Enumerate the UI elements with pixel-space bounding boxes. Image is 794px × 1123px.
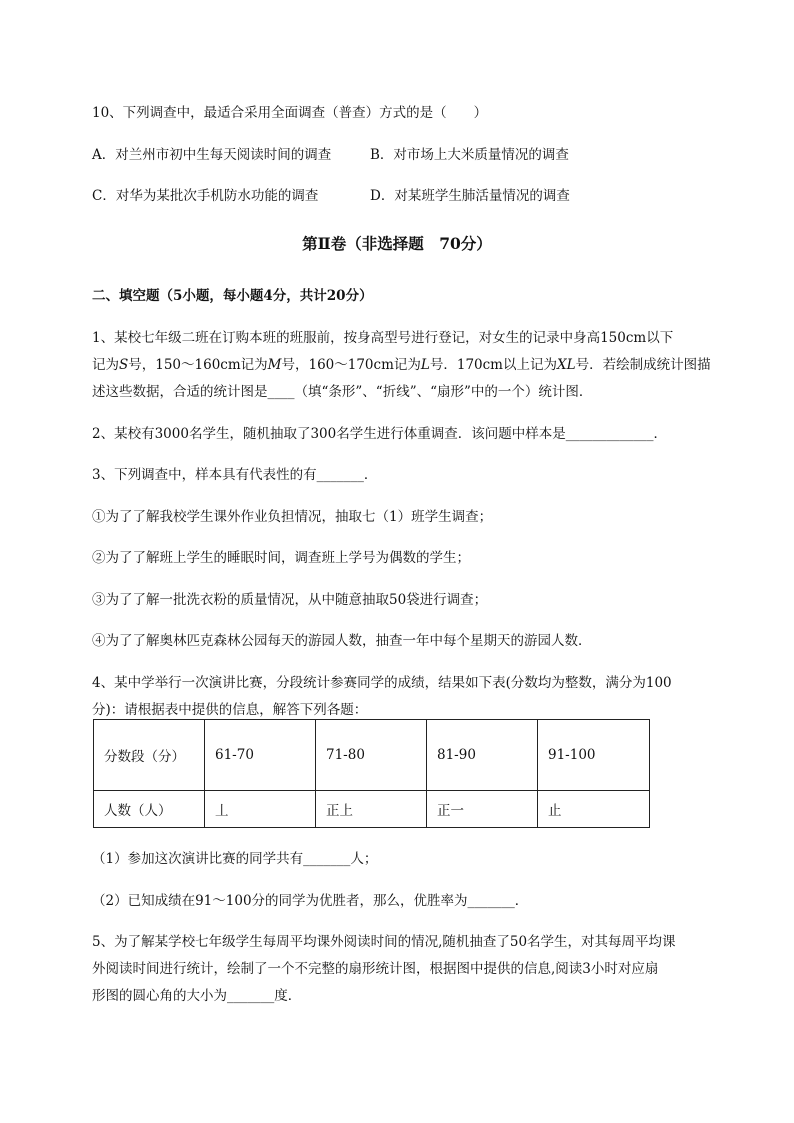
- q1-text-d: 号．170cm以上记为: [429, 357, 557, 373]
- q1-line1: 1、某校七年级二班在订购本班的班服前，按身高型号进行登记，对女生的记录中身高150cm以下: [92, 330, 674, 346]
- q5-line2: 外阅读时间进行统计，绘制了一个不完整的扇形统计图，根据图中提供的信息,阅读3小时对应扇: [92, 961, 659, 977]
- q1-line3: 述这些数据，合适的统计图是____（填“条形”、“折线”、“扇形”中的一个）统计图．: [92, 384, 593, 400]
- q1-size-s: S: [119, 357, 129, 373]
- q1-size-m: M: [267, 357, 282, 373]
- q10-option-c: C．对华为某批次手机防水功能的调查: [92, 188, 319, 204]
- q1-line2: [92, 353, 711, 373]
- q10-option-b: B．对市场上大米质量情况的调查: [370, 147, 569, 163]
- q1-size-xl: XL: [557, 357, 576, 373]
- q4-sub1: （1）参加这次演讲比赛的同学共有_______人；: [92, 851, 378, 867]
- table-cell: 正上: [316, 791, 427, 828]
- q1-text-a: 记为: [92, 357, 119, 373]
- score-table: [93, 719, 650, 828]
- q3-item-4: ④为了了解奥林匹克森林公园每天的游园人数，抽查一年中每个星期天的游园人数．: [92, 633, 592, 649]
- table-cell: 正一: [427, 791, 538, 828]
- q3-item-2: ②为了了解班上学生的睡眠时间，调查班上学号为偶数的学生；: [92, 550, 470, 566]
- table-row: [94, 791, 650, 828]
- table-cell: 81-90: [427, 720, 538, 791]
- q1-text-e: 号．若绘制成统计图描: [575, 357, 711, 373]
- part2-heading: 二、填空题（5小题，每小题4分，共计20分）: [92, 288, 373, 304]
- q4-sub2: （2）已知成绩在91～100分的同学为优胜者，那么，优胜率为_______．: [92, 893, 529, 909]
- q2: 2、某校有3000名学生，随机抽取了300名学生进行体重调查．该问题中样本是_____________．: [92, 426, 667, 442]
- q3-stem: 3、下列调查中，样本具有代表性的有_______．: [92, 467, 378, 483]
- q1-text-c: 号，160～170cm记为: [281, 357, 421, 373]
- section-title: 第Ⅱ卷（非选择题 70分）: [302, 234, 492, 253]
- q1-text-b: 号，150～160cm记为: [128, 357, 268, 373]
- q10-option-a: A．对兰州市初中生每天阅读时间的调查: [92, 147, 332, 163]
- q10-option-d: D．对某班学生肺活量情况的调查: [370, 188, 570, 204]
- q5-line1: 5、为了解某学校七年级学生每周平均课外阅读时间的情况,随机抽查了50名学生，对其每周平均课: [92, 934, 676, 950]
- q5-line3: 形图的圆心角的大小为_______度．: [92, 988, 302, 1004]
- q1-size-l: L: [420, 357, 430, 373]
- table-cell: 分数段（分）: [94, 720, 205, 791]
- q10-stem: 10、下列调查中，最适合采用全面调查（普查）方式的是（ ）: [92, 105, 488, 121]
- table-cell: 71-80: [316, 720, 427, 791]
- table-cell: 丄: [205, 791, 316, 828]
- q3-item-3: ③为了了解一批洗衣粉的质量情况，从中随意抽取50袋进行调查；: [92, 592, 488, 608]
- table-header-row: [94, 720, 650, 791]
- q4-line1: 4、某中学举行一次演讲比赛，分段统计参赛同学的成绩，结果如下表(分数均为整数，满分为100: [92, 675, 672, 691]
- table-cell: 91-100: [538, 720, 650, 791]
- table-cell: 61-70: [205, 720, 316, 791]
- q4-line2: 分)：请根据表中提供的信息，解答下列各题：: [92, 702, 368, 718]
- q3-item-1: ①为了了解我校学生课外作业负担情况，抽取七（1）班学生调查；: [92, 509, 493, 525]
- table-cell: 止: [538, 791, 650, 828]
- table-cell: 人数（人）: [94, 791, 205, 828]
